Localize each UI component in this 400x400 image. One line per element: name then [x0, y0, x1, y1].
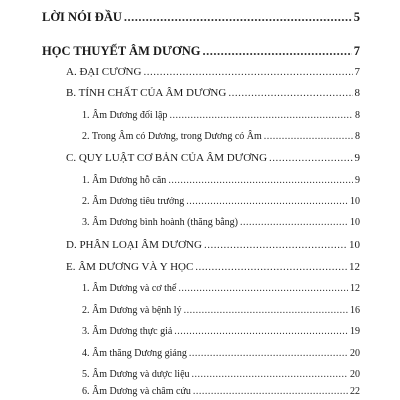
toc-entry-page: 8 [354, 87, 360, 99]
toc-dot-leader [193, 386, 348, 397]
toc-entry [82, 196, 360, 207]
toc-entry-title: 6. Âm Dương và châm cứu [82, 386, 191, 397]
toc-entry [82, 386, 360, 397]
toc-entry-page: 22 [350, 386, 360, 397]
toc-dot-leader [168, 175, 353, 186]
toc-entry-page: 20 [350, 369, 360, 380]
toc-entry-title: 2. Trong Âm có Dương, trong Dương có Âm [82, 131, 262, 142]
toc-entry-title: D. PHÂN LOẠI ÂM DƯƠNG [66, 239, 202, 251]
toc-entry-title: A. ĐẠI CƯƠNG [66, 66, 142, 78]
toc-entry [66, 152, 360, 164]
toc-dot-leader [124, 10, 352, 25]
toc-entry-title: 2. Âm Dương và bệnh lý [82, 305, 182, 316]
toc-dot-leader [195, 261, 347, 273]
toc-entry-title: 2. Âm Dương tiêu trưởng [82, 196, 185, 207]
toc-entry-title: 4. Âm thăng Dương giáng [82, 348, 187, 359]
toc-dot-leader [269, 152, 352, 164]
toc-dot-leader [189, 348, 348, 359]
toc-entry-title: 1. Âm Dương hỗ căn [82, 175, 167, 186]
toc-entry-page: 8 [355, 110, 360, 121]
toc-entry-page: 9 [355, 175, 360, 186]
toc-dot-leader [264, 131, 353, 142]
toc-entry-page: 7 [353, 44, 360, 58]
toc-entry-page: 12 [350, 283, 360, 294]
toc-entry-title: 5. Âm Dương và dược liệu [82, 369, 190, 380]
toc-entry-title: 3. Âm Dương thực giả [82, 326, 173, 337]
toc-entry-page: 10 [349, 239, 360, 251]
toc-entry-page: 10 [350, 217, 360, 228]
toc-entry-page: 8 [355, 131, 360, 142]
toc-dot-leader [178, 283, 348, 294]
toc-dot-leader [192, 369, 348, 380]
toc-dot-leader [143, 66, 352, 78]
toc-entry-title: 1. Âm Dương đối lập [82, 110, 168, 121]
toc-entry [42, 10, 360, 25]
toc-entry [82, 175, 360, 186]
toc-entry-page: 7 [354, 66, 360, 78]
toc-dot-leader [184, 305, 348, 316]
toc-entry-title: C. QUY LUẬT CƠ BẢN CỦA ÂM DƯƠNG [66, 152, 268, 164]
toc-dot-leader [202, 44, 351, 59]
toc-entry [66, 87, 360, 99]
toc-entry [82, 348, 360, 359]
toc-entry [42, 44, 360, 59]
toc-entry-page: 20 [350, 348, 360, 359]
toc-dot-leader [240, 217, 348, 228]
toc-entry-page: 9 [354, 152, 360, 164]
toc-entry [82, 326, 360, 337]
toc-entry-page: 10 [350, 196, 360, 207]
toc-dot-leader [228, 87, 352, 99]
toc-entry [82, 369, 360, 380]
toc-entry-title: B. TÍNH CHẤT CỦA ÂM DƯƠNG [66, 87, 227, 99]
toc-dot-leader [174, 326, 348, 337]
toc-entry [82, 110, 360, 121]
toc-entry-page: 19 [350, 326, 360, 337]
toc-entry [66, 261, 360, 273]
toc-entry-page: 5 [353, 10, 360, 24]
toc-entry [82, 131, 360, 142]
toc-entry-page: 12 [349, 261, 360, 273]
toc-entry [66, 66, 360, 78]
toc-entry [82, 283, 360, 294]
toc-dot-leader [204, 239, 347, 251]
toc-entry-title: 3. Âm Dương bình hoành (thăng bằng) [82, 217, 238, 228]
toc-entry [82, 305, 360, 316]
toc-entry [66, 239, 360, 251]
toc-entry-title: HỌC THUYẾT ÂM DƯƠNG [42, 44, 201, 58]
toc-entry-title: E. ÂM DƯƠNG VÀ Y HỌC [66, 261, 194, 273]
toc-entry [82, 217, 360, 228]
toc-dot-leader [169, 110, 353, 121]
toc-entry-title: 1. Âm Dương và cơ thể [82, 283, 177, 294]
toc-dot-leader [186, 196, 348, 207]
toc-entry-title: LỜI NÓI ĐẦU [42, 10, 122, 24]
toc-entry-page: 16 [350, 305, 360, 316]
